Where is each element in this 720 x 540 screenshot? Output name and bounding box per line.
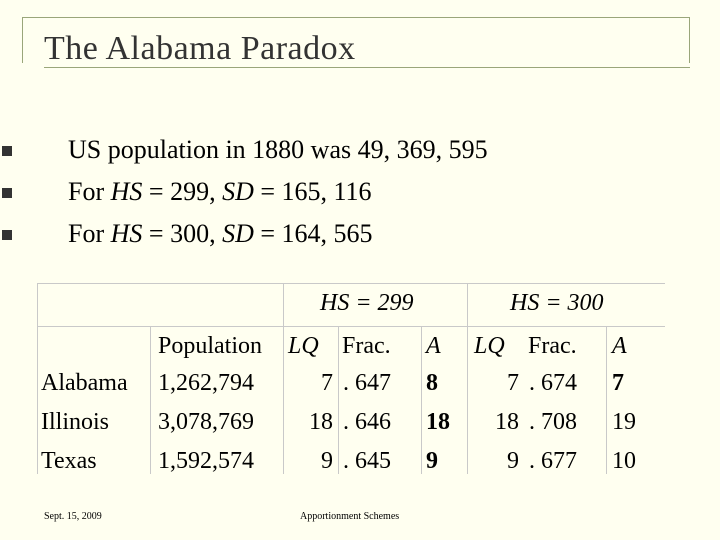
row-a2: 19 [612,409,636,435]
row-lq2: 9 [507,448,519,474]
row-frac1: . 646 [343,409,391,435]
row-population: 1,592,574 [158,448,254,474]
square-bullet-icon [2,175,12,211]
bullet-text: For HS = 299, SD = 165, 116 [68,177,372,206]
row-a2: 7 [612,370,624,396]
row-frac2: . 708 [529,409,577,435]
title-underline [44,67,690,68]
row-state: Texas [41,448,97,474]
col-divider-frac1 [421,326,422,474]
col-header-lq2: LQ [474,333,505,359]
row-frac1: . 647 [343,370,391,396]
bullet-text: For HS = 300, SD = 164, 565 [68,219,373,248]
col-header-a2: A [612,333,627,359]
col-header-a1: A [426,333,441,359]
row-frac2: . 677 [529,448,577,474]
slide-frame-left [22,17,23,63]
group-header-hs299: HS = 299 [320,290,414,316]
row-a1: 8 [426,370,438,396]
row-a2: 10 [612,448,636,474]
footer-date: Sept. 15, 2009 [44,511,102,522]
row-lq1: 9 [321,448,333,474]
table-border-top [37,283,665,284]
bullet-text: US population in 1880 was 49, 369, 595 [68,135,488,164]
col-header-population: Population [158,333,263,359]
slide-frame-top [22,17,690,18]
col-divider-state [150,326,151,474]
row-lq1: 7 [321,370,333,396]
col-header-lq1: LQ [288,333,319,359]
col-divider-frac2 [606,326,607,474]
slide-frame-right [689,17,690,63]
col-divider-population [283,283,284,474]
slide-title: The Alabama Paradox [44,30,356,67]
row-lq2: 7 [507,370,519,396]
col-divider-lq1 [338,326,339,474]
table-border-left [37,283,38,474]
row-a1: 18 [426,409,450,435]
footer-topic: Apportionment Schemes [300,511,400,522]
row-state: Illinois [41,409,110,435]
row-lq1: 18 [309,409,333,435]
row-state: Alabama [41,370,128,396]
row-population: 1,262,794 [158,370,254,396]
col-divider-group [467,283,468,474]
apportionment-table [37,283,665,474]
row-population: 3,078,769 [158,409,254,435]
square-bullet-icon [2,217,12,253]
square-bullet-icon [2,133,12,169]
row-frac1: . 645 [343,448,391,474]
group-header-hs300: HS = 300 [510,290,604,316]
col-header-frac1: Frac. [342,333,391,359]
row-lq2: 18 [495,409,519,435]
row-a2: 9 [426,448,438,474]
col-header-frac2: Frac. [528,333,577,359]
row-frac2: . 674 [529,370,577,396]
table-header-divider [37,326,665,327]
